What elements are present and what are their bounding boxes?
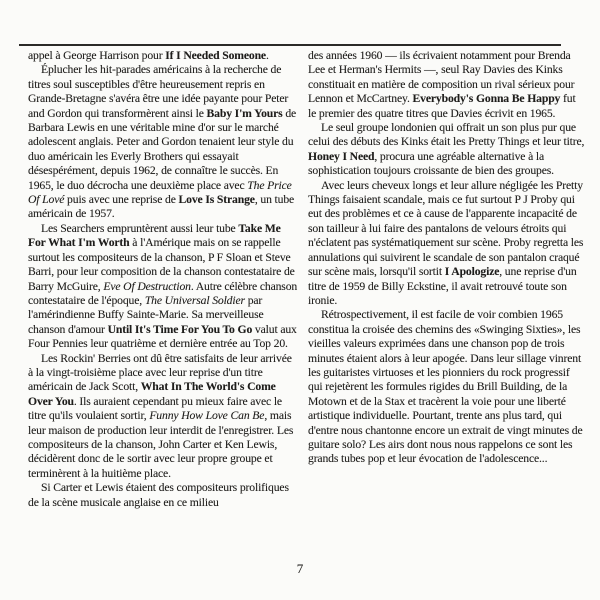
song-title-bold: Until It's Time For You To Go bbox=[107, 322, 253, 336]
text-run: , une reprise d'un titre de 1959 de Billy Eckstine, il avait retrouvé toute son ironie. bbox=[308, 265, 577, 307]
text-run: à l'Amérique mais on se rappelle surtout les compositeurs de la chanson, P F Sloan et Steve Barri, pour leur composition de la chanson contestataire de Barry McGuire, bbox=[28, 236, 295, 293]
paragraph bbox=[308, 308, 585, 466]
text-run: . bbox=[265, 49, 269, 62]
song-title-bold: Honey I Need bbox=[308, 149, 375, 163]
text-run: , un tube américain de 1957. bbox=[28, 193, 295, 221]
text-column-left bbox=[28, 49, 299, 510]
text-run: Les Searchers empruntèrent aussi leur tube bbox=[41, 221, 239, 235]
paragraph bbox=[308, 121, 585, 179]
paragraph bbox=[308, 179, 585, 309]
text-run: fut le premier des quatre titres que Davies écrivit en 1965. bbox=[308, 92, 576, 120]
text-run: de Barbara Lewis en une véritable mine d'or sur le marché adolescent anglais. Peter and Gordon tenaient leur style du duo américain les Everly Brothers qui essayait désespérément, depuis 1962, de connaître le succès. En 1965, le duo décrocha une deuxième place avec bbox=[28, 106, 297, 192]
song-title-italic: Eve Of Destruction bbox=[103, 279, 191, 293]
song-title-italic: The Universal Soldier bbox=[144, 293, 245, 307]
song-title-bold: Everybody's Gonna Be Happy bbox=[412, 92, 561, 106]
text-run: , procura une agréable alternative à la sophistication toujours croissante de bien des groupes. bbox=[308, 149, 554, 178]
song-title-bold: What In The World's Come Over You bbox=[28, 380, 276, 408]
text-column-right bbox=[308, 49, 585, 510]
header-rule bbox=[19, 44, 561, 46]
text-run: . Autre célèbre chanson contestataire de l'époque, bbox=[28, 279, 298, 307]
text-run: des années 1960 — ils écrivaient notamment pour Brenda Lee et Herman's Hermits —, seul Ray Davies des Kinks constituait en matière de composition un rival sérieux pour Lennon et McCartney. bbox=[308, 49, 575, 106]
song-title-bold: Take Me For What I'm Worth bbox=[28, 221, 281, 250]
paragraph bbox=[308, 49, 585, 121]
song-title-bold: If I Needed Someone bbox=[165, 49, 266, 62]
paragraph bbox=[28, 49, 299, 63]
text-run: par l'amérindienne Buffy Sainte-Marie. Sa merveilleuse chanson d'amour bbox=[28, 293, 264, 336]
text-run: Le seul groupe londonien qui offrait un son plus pur que celui des débuts des Kinks était les Pretty Things et leur titre, bbox=[308, 121, 585, 149]
song-title-bold: Love Is Strange bbox=[178, 193, 255, 207]
song-title-bold: Baby I'm Yours bbox=[206, 106, 283, 120]
paragraph bbox=[28, 481, 299, 510]
text-columns bbox=[28, 49, 585, 510]
text-run: appel à George Harrison pour bbox=[28, 49, 166, 62]
paragraph bbox=[28, 222, 299, 352]
song-title-italic: Funny How Love Can Be bbox=[149, 409, 265, 423]
text-run: Les Rockin' Berries ont dû être satisfaits de leur arrivée à la vingt-troisième place avec leur reprise d'un titre américain de Jack Scott, bbox=[28, 351, 292, 394]
text-run: Éplucher les hit-parades américains à la recherche de titres soul susceptibles d'être heureusement repris en Grande-Bretagne s'avéra être une idée payante pour Peter and Gordon qui transformèrent ainsi le bbox=[28, 63, 289, 120]
text-run: Avec leurs cheveux longs et leur allure négligée les Pretty Things faisaient scandale, mais ce fut surtout P J Proby qui eut des problèmes et ce à cause de l'apparente incapacité de son tailleur à lui faire des pantalons de velours étroits qui n'éclatent pas systématiquement sur scène. Proby regretta les annulations qui suivirent le scandale de son pantalon craqué sur scène mais, lorsqu'il sortit bbox=[308, 178, 584, 279]
page-number: 7 bbox=[296, 561, 304, 576]
paragraph bbox=[28, 63, 299, 221]
text-run: , mais leur maison de production leur interdit de l'enregistrer. Les compositeurs de la chanson, John Carter et Ken Lewis, décidèrent donc de le sortir avec leur propre groupe et terminèrent à la huitième place. bbox=[28, 409, 294, 480]
text-run: valut aux Four Pennies leur quatrième et dernière entrée au Top 20. bbox=[28, 322, 297, 351]
text-run: . Ils auraient cependant pu mieux faire avec le titre qu'ils voulaient sortir, bbox=[28, 394, 282, 423]
text-run: Rétrospectivement, il est facile de voir combien 1965 constitua la croisée des chemins des «Swinging Sixties», les vieilles valeurs exprimées dans une chanson pop de trois minutes étaient alors à leur apogée. Dans leur sillage vinrent les guitaristes virtuoses et les pionniers du rock progressif qui rejetèrent les formules rigides du Brill Building, de la Motown et de la Stax et tracèrent la voie pour une liberté artistique individuelle. Pourtant, trente ans plus tard, qui d'entre nous chantonne encore un extrait de vingt minutes de guitare solo? Les airs dont nous nous rappelons ce sont les grands tubes pop et leur évocation de l'adolescence... bbox=[308, 308, 583, 466]
song-title-bold: I Apologize bbox=[444, 265, 500, 279]
paragraph bbox=[28, 352, 299, 482]
text-run: Si Carter et Lewis étaient des compositeurs prolifiques de la scène musicale anglaise en ce milieu bbox=[28, 481, 289, 509]
song-title-italic: The Price Of Lové bbox=[28, 178, 292, 207]
text-run: puis avec une reprise de bbox=[64, 193, 179, 207]
